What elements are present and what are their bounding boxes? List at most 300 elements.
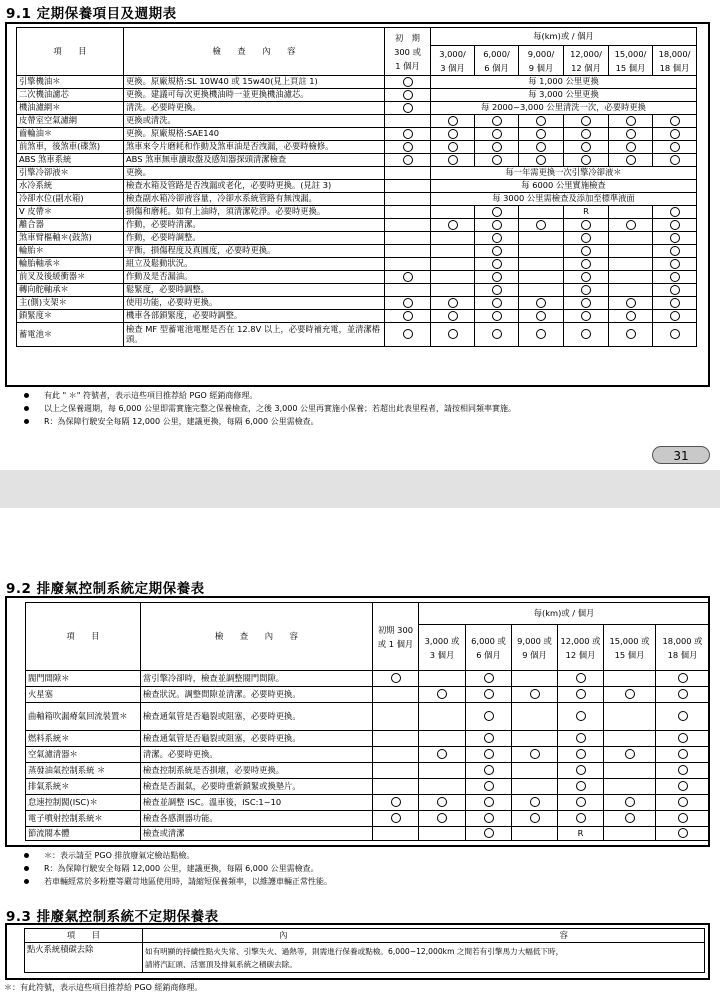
row-interval-mark (656, 779, 710, 795)
row-interval-mark (475, 141, 519, 154)
header-item: 項 目 (25, 929, 143, 943)
check-circle-icon (448, 220, 458, 230)
row-interval-mark (656, 703, 710, 731)
header-initial-line2: 300 或 (394, 46, 421, 57)
row-initial-mark (385, 245, 431, 258)
check-circle-icon (492, 285, 502, 295)
check-circle-icon (670, 246, 680, 256)
irregular-content-line1: 如有明顯的持續性點火失常、引擎失火、過熱等，則需進行保養或點檢。6,000~12,000km 之間若有引擎馬力大幅低下時， (145, 946, 564, 956)
row-interval-mark (656, 795, 710, 811)
check-circle-icon (492, 155, 502, 165)
row-interval-mark (609, 115, 653, 128)
row-check-content: 損傷和磨耗。如有上油時，須清潔乾淨。必要時更換。 (124, 206, 385, 219)
row-interval-mark (558, 811, 604, 827)
row-interval-mark (564, 271, 609, 284)
row-interval-mark (466, 747, 512, 763)
row-interval-note: 每 1,000 公里更換 (431, 76, 697, 89)
row-initial-mark (385, 232, 431, 245)
row-check-content: 煞車來令片磨耗和作動及煞車油是否洩漏，必要時檢修。 (124, 141, 385, 154)
row-interval-mark (564, 323, 609, 347)
check-circle-icon (391, 673, 401, 683)
row-interval-mark (653, 271, 697, 284)
row-item: 電子噴射控制系統＊ (26, 811, 141, 827)
check-circle-icon (536, 116, 546, 126)
row-interval-mark (564, 258, 609, 271)
check-circle-icon (530, 689, 540, 699)
row-initial-mark (385, 193, 431, 206)
row-interval-mark (519, 245, 564, 258)
section-9-1-title: 9.1 定期保養項目及週期表 (6, 6, 177, 22)
row-interval-mark (609, 245, 653, 258)
check-circle-icon (625, 813, 635, 823)
row-interval-mark (431, 310, 475, 323)
row-interval-mark (609, 284, 653, 297)
row-interval-mark (604, 731, 656, 747)
check-circle-icon (536, 298, 546, 308)
check-circle-icon (581, 116, 591, 126)
row-item: 節流閥本體 (26, 827, 141, 841)
row-interval-mark (419, 671, 466, 687)
check-circle-icon (678, 749, 688, 759)
interval-line2: 3 個月 (440, 62, 465, 73)
table-row (26, 731, 710, 747)
row-interval-mark: R (564, 206, 609, 219)
row-item: 前叉及後緩衝器＊ (17, 271, 124, 284)
row-interval-note: 每一年需更換一次引擎冷卻液＊ (431, 167, 697, 180)
header-item: 項 目 (17, 28, 124, 76)
row-interval-mark (475, 115, 519, 128)
table-row (26, 687, 710, 703)
check-circle-icon (492, 298, 502, 308)
check-circle-icon (581, 298, 591, 308)
irregular-table-9-3 (24, 928, 705, 973)
row-check-content: 作動，必要時清潔。 (124, 219, 385, 232)
row-interval-mark (604, 687, 656, 703)
row-interval-mark (564, 115, 609, 128)
table-row (26, 827, 710, 841)
row-interval-mark (475, 154, 519, 167)
row-interval-mark (653, 206, 697, 219)
row-item: 主(側)支架＊ (17, 297, 124, 310)
row-interval-mark (609, 310, 653, 323)
row-interval-mark (653, 284, 697, 297)
row-interval-mark (558, 687, 604, 703)
row-interval-mark (512, 703, 558, 731)
check-circle-icon (670, 272, 680, 282)
table-row (26, 747, 710, 763)
table-row (17, 76, 697, 89)
row-interval-mark (431, 258, 475, 271)
row-interval-mark (431, 323, 475, 347)
interval-line1: 9,000 或 (517, 635, 552, 646)
check-circle-icon (626, 311, 636, 321)
check-circle-icon (626, 142, 636, 152)
row-interval-mark (466, 827, 512, 841)
row-initial-mark (373, 671, 419, 687)
check-circle-icon (403, 90, 413, 100)
check-circle-icon (581, 329, 591, 339)
note-item: 若車輛經常於多粉塵等嚴苛地區使用時，請縮短保養頻率，以維護車輛正常性能。 (24, 875, 332, 888)
row-interval-mark (564, 245, 609, 258)
row-check-content: 更換。建議可每次更換機油時一並更換機油濾芯。 (124, 89, 385, 102)
check-circle-icon (670, 129, 680, 139)
row-interval-mark (604, 747, 656, 763)
header-interval-5 (609, 46, 653, 76)
interval-line1: 6,000/ (483, 48, 510, 59)
row-check-content: 檢查各感測器功能。 (141, 811, 373, 827)
check-circle-icon (678, 765, 688, 775)
check-circle-icon (484, 781, 494, 791)
row-interval-mark (419, 763, 466, 779)
row-interval-mark (512, 763, 558, 779)
check-circle-icon (403, 298, 413, 308)
header-interval-5 (604, 625, 656, 671)
row-initial-mark (373, 731, 419, 747)
check-circle-icon (448, 142, 458, 152)
table-row (17, 310, 697, 323)
row-item: 冷卻水位(副水箱) (17, 193, 124, 206)
check-circle-icon (576, 711, 586, 721)
header-interval-2 (466, 625, 512, 671)
row-interval-mark (558, 779, 604, 795)
row-item: 引擎冷卻液＊ (17, 167, 124, 180)
row-interval-mark (653, 258, 697, 271)
row-check-content: 清潔。必要時更換。 (141, 747, 373, 763)
row-initial-mark (373, 763, 419, 779)
check-circle-icon (581, 220, 591, 230)
interval-line2: 15 個月 (615, 62, 646, 73)
check-circle-icon (403, 142, 413, 152)
note-item: 以上之保養週期，每 6,000 公里即需實施完整之保養檢查，之後 3,000 公里再實施小保養；若超出此表里程者，請按相同頻率實施。 (24, 402, 516, 415)
check-circle-icon (581, 285, 591, 295)
check-circle-icon (536, 329, 546, 339)
row-interval-mark (431, 232, 475, 245)
row-interval-mark (558, 671, 604, 687)
row-interval-mark (466, 731, 512, 747)
table-row (17, 180, 697, 193)
row-interval-mark (475, 297, 519, 310)
check-circle-icon (530, 797, 540, 807)
check-circle-icon (492, 329, 502, 339)
check-circle-icon (670, 259, 680, 269)
interval-line1: 12,000/ (570, 48, 602, 59)
row-interval-mark (609, 323, 653, 347)
table-row (26, 779, 710, 795)
row-interval-mark (475, 284, 519, 297)
note-item: 有此 " ＊" 符號者，表示這些項目推荐給 PGO 經銷商修理。 (24, 389, 516, 402)
row-interval-mark (653, 115, 697, 128)
table-row (17, 297, 697, 310)
check-circle-icon (448, 298, 458, 308)
header-initial-line3: 1 個月 (395, 60, 420, 71)
table-row (17, 167, 697, 180)
row-interval-mark (466, 811, 512, 827)
row-interval-mark (609, 154, 653, 167)
header-check-content: 檢 查 內 容 (141, 603, 373, 671)
check-circle-icon (581, 246, 591, 256)
row-initial-mark (373, 747, 419, 763)
header-every: 每(km)或 / 個月 (431, 28, 697, 46)
table-row (26, 763, 710, 779)
row-initial-mark (385, 167, 431, 180)
row-interval-mark (519, 141, 564, 154)
check-circle-icon (581, 155, 591, 165)
interval-line1: 6,000 或 (471, 635, 506, 646)
row-interval-mark (419, 827, 466, 841)
row-interval-mark (475, 310, 519, 323)
row-check-content: 檢查水箱及管路是否洩漏或老化，必要時更換。(見註 3) (124, 180, 385, 193)
irregular-content-line2: 請將汽缸頭、活塞頂及排氣系統之積碳去除。 (145, 959, 297, 969)
row-interval-mark (519, 297, 564, 310)
check-circle-icon (625, 797, 635, 807)
row-interval-mark (419, 731, 466, 747)
interval-line2: 18 個月 (659, 62, 690, 73)
row-item: 閥門間隙＊ (26, 671, 141, 687)
row-interval-mark (519, 154, 564, 167)
check-circle-icon (536, 220, 546, 230)
check-circle-icon (581, 142, 591, 152)
row-interval-mark (564, 141, 609, 154)
check-circle-icon (678, 689, 688, 699)
header-interval-2 (475, 46, 519, 76)
check-circle-icon (576, 781, 586, 791)
row-check-content: 當引擎冷卻時，檢查並調整閥門間隙。 (141, 671, 373, 687)
row-interval-mark (653, 310, 697, 323)
check-circle-icon (403, 272, 413, 282)
table-row (26, 795, 710, 811)
row-check-content: ABS 煞車無車讀取盤及感知器探頭清潔檢查 (124, 154, 385, 167)
check-circle-icon (437, 689, 447, 699)
row-interval-mark (564, 310, 609, 323)
row-interval-mark (431, 154, 475, 167)
notes-9-2 (24, 849, 332, 888)
row-check-content: 使用功能，必要時更換。 (124, 297, 385, 310)
table-row (26, 703, 710, 731)
row-initial-mark (373, 687, 419, 703)
row-item: 皮帶室空氣濾網 (17, 115, 124, 128)
header-interval-6 (653, 46, 697, 76)
row-interval-mark (466, 703, 512, 731)
check-circle-icon (626, 155, 636, 165)
row-initial-mark (373, 827, 419, 841)
row-interval-mark (466, 795, 512, 811)
table-row (17, 245, 697, 258)
row-interval-mark (419, 703, 466, 731)
row-item: 怠速控制閥(ISC)＊ (26, 795, 141, 811)
note-item: ＊：表示請至 PGO 排放廢氣定檢站點檢。 (24, 849, 332, 862)
row-item: ABS 煞車系統 (17, 154, 124, 167)
check-circle-icon (625, 689, 635, 699)
check-circle-icon (670, 116, 680, 126)
row-check-content: 更換。 (124, 167, 385, 180)
check-circle-icon (403, 103, 413, 113)
row-item: 輪胎軸承＊ (17, 258, 124, 271)
table-row (17, 284, 697, 297)
row-check-content: 檢查通氣管是否龜裂或阻塞，必要時更換。 (141, 703, 373, 731)
interval-line2: 12 個月 (571, 62, 601, 73)
header-check-content: 檢 查 內 容 (124, 28, 385, 76)
row-item: 二次機油濾芯 (17, 89, 124, 102)
irregular-content (143, 943, 705, 973)
check-circle-icon (670, 142, 680, 152)
row-interval-mark (475, 245, 519, 258)
row-item: V 皮帶＊ (17, 206, 124, 219)
row-interval-mark (419, 747, 466, 763)
row-interval-mark (564, 219, 609, 232)
header-interval-1 (419, 625, 466, 671)
table-row (17, 271, 697, 284)
check-circle-icon (403, 77, 413, 87)
header-every: 每(km)或 / 個月 (419, 603, 710, 625)
row-interval-mark (475, 219, 519, 232)
row-interval-mark (609, 219, 653, 232)
page-number-badge: 31 (652, 446, 710, 464)
check-circle-icon (670, 220, 680, 230)
row-interval-mark (604, 811, 656, 827)
table-row (17, 89, 697, 102)
header-interval-3 (512, 625, 558, 671)
row-item: 轉向舵軸承＊ (17, 284, 124, 297)
table-row (17, 141, 697, 154)
row-interval-mark (519, 271, 564, 284)
check-circle-icon (670, 311, 680, 321)
row-check-content: 作動，必要時調整。 (124, 232, 385, 245)
row-interval-mark (512, 795, 558, 811)
row-interval-mark (419, 811, 466, 827)
row-initial-mark (385, 141, 431, 154)
row-interval-mark (512, 827, 558, 841)
row-interval-mark (519, 128, 564, 141)
emission-table-9-2 (25, 602, 710, 841)
row-check-content: 清洗。必要時更換。 (124, 102, 385, 115)
check-circle-icon (581, 233, 591, 243)
interval-line1: 15,000/ (614, 48, 647, 59)
row-interval-mark (656, 827, 710, 841)
row-check-content: 鬆緊度，必要時調整。 (124, 284, 385, 297)
table-row (17, 154, 697, 167)
row-interval-mark (604, 671, 656, 687)
check-circle-icon (484, 749, 494, 759)
row-initial-mark (385, 180, 431, 193)
row-check-content: 機車各部鎖緊度，必要時調整。 (124, 310, 385, 323)
row-interval-mark (564, 232, 609, 245)
interval-line2: 15 個月 (614, 649, 645, 660)
row-initial-mark (385, 128, 431, 141)
row-item: 離合器 (17, 219, 124, 232)
row-check-content: 檢查或清潔 (141, 827, 373, 841)
row-interval-mark (519, 310, 564, 323)
check-circle-icon (448, 155, 458, 165)
interval-line2: 9 個月 (528, 62, 554, 73)
check-circle-icon (576, 689, 586, 699)
check-circle-icon (492, 116, 502, 126)
row-initial-mark (385, 258, 431, 271)
interval-line2: 6 個月 (484, 62, 509, 73)
row-interval-mark (466, 671, 512, 687)
row-interval-mark (609, 128, 653, 141)
interval-line2: 6 個月 (476, 649, 501, 660)
row-interval-mark (431, 206, 475, 219)
check-circle-icon (581, 311, 591, 321)
check-circle-icon (492, 207, 502, 217)
check-circle-icon (492, 129, 502, 139)
check-circle-icon (484, 828, 494, 838)
row-check-content: 更換。原廠規格:SAE140 (124, 128, 385, 141)
check-circle-icon (391, 797, 401, 807)
row-interval-mark (653, 232, 697, 245)
row-item: 蓄電池＊ (17, 323, 124, 347)
check-circle-icon (484, 673, 494, 683)
interval-line1: 3,000/ (439, 48, 466, 59)
table-row (17, 206, 697, 219)
row-check-content: 更換或清洗。 (124, 115, 385, 128)
row-interval-mark (475, 271, 519, 284)
section-9-3-title: 9.3 排廢氣控制系統不定期保養表 (6, 909, 219, 925)
row-interval-mark (519, 232, 564, 245)
check-circle-icon (576, 733, 586, 743)
interval-line1: 3,000 或 (424, 635, 460, 646)
interval-line2: 18 個月 (667, 649, 698, 660)
row-interval-mark (519, 323, 564, 347)
header-item: 項 目 (26, 603, 141, 671)
row-interval-mark (564, 154, 609, 167)
row-interval-mark (653, 297, 697, 310)
row-initial-mark (385, 76, 431, 89)
check-circle-icon (403, 155, 413, 165)
check-circle-icon (581, 129, 591, 139)
row-interval-mark (558, 731, 604, 747)
header-initial (385, 28, 431, 76)
table-row (17, 115, 697, 128)
header-initial (373, 603, 419, 671)
maintenance-table-9-1 (16, 27, 697, 347)
page-separator (0, 470, 720, 508)
check-circle-icon (626, 220, 636, 230)
header-content-b: 容 (424, 929, 705, 943)
check-circle-icon (626, 129, 636, 139)
row-interval-mark (558, 703, 604, 731)
interval-line1: 12,000 或 12 個月 (560, 635, 601, 660)
row-check-content: 檢查狀況。調整間隙並清潔。必要時更換。 (141, 687, 373, 703)
row-check-content: 檢查 MF 型蓄電池電壓是否在 12.8V 以上，必要時補充電，並清潔樁頭。 (124, 323, 385, 347)
check-circle-icon (678, 813, 688, 823)
row-item: 煞車臂樞軸＊(鼓煞) (17, 232, 124, 245)
row-interval-mark (656, 811, 710, 827)
row-check-content: 組立及鬆動狀況。 (124, 258, 385, 271)
row-item: 排氣系統＊ (26, 779, 141, 795)
check-circle-icon (678, 781, 688, 791)
check-circle-icon (403, 329, 413, 339)
row-interval-mark (604, 779, 656, 795)
row-check-content: 更換。原廠規格:SL 10W40 或 15w40(見上頁註 1) (124, 76, 385, 89)
check-circle-icon (678, 711, 688, 721)
row-item: 燃料系統＊ (26, 731, 141, 747)
check-circle-icon (678, 673, 688, 683)
row-initial-mark (385, 284, 431, 297)
row-interval-mark (656, 671, 710, 687)
check-circle-icon (576, 673, 586, 683)
check-circle-icon (576, 797, 586, 807)
check-circle-icon (492, 220, 502, 230)
row-interval-note: 每 3000 公里需檢查及添加至標準液面 (431, 193, 697, 206)
row-interval-mark (604, 763, 656, 779)
row-initial-mark (373, 779, 419, 795)
check-circle-icon (448, 116, 458, 126)
check-circle-icon (678, 733, 688, 743)
row-interval-mark (656, 731, 710, 747)
interval-line1: 18,000/ (658, 48, 691, 59)
row-interval-mark (564, 297, 609, 310)
